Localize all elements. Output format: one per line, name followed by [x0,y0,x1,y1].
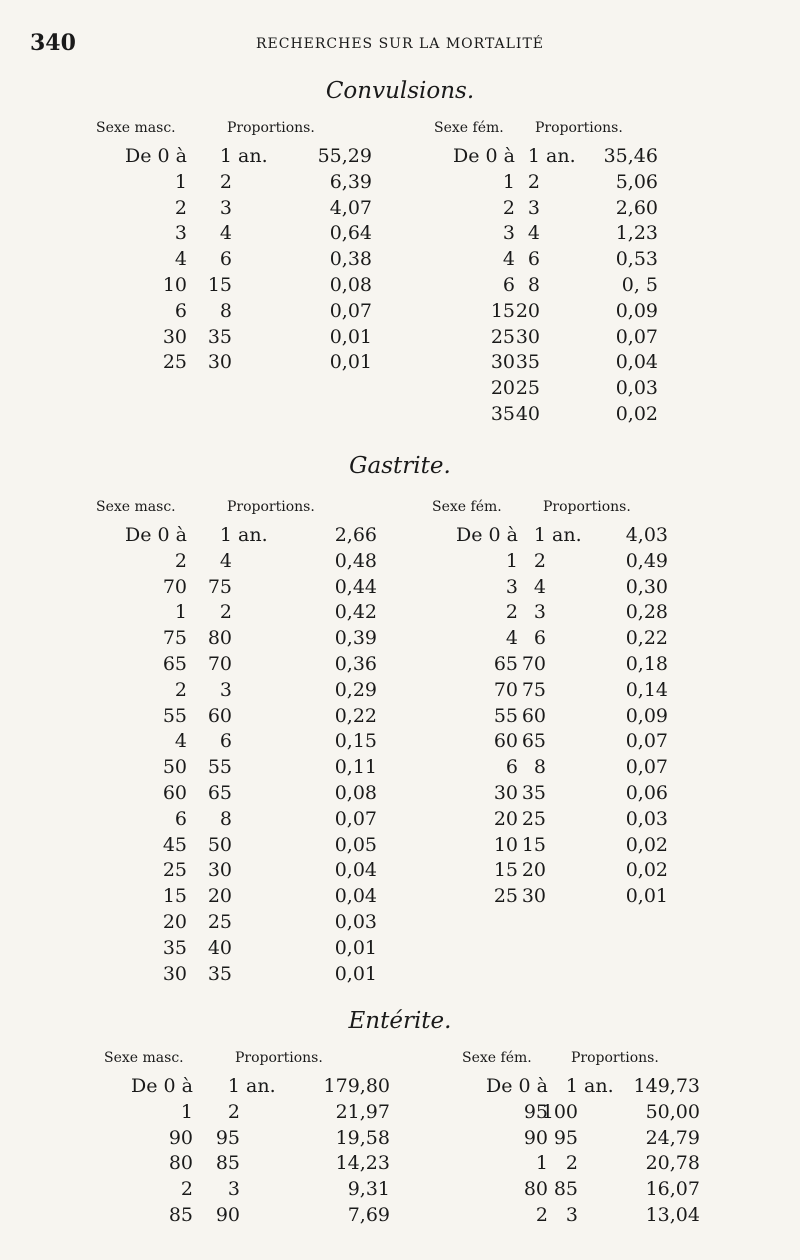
table-row [448,1177,710,1203]
age-to: 85 [553,1178,578,1201]
proportion-value: 2,66 [334,524,377,546]
proportion-value: 0,03 [625,807,668,830]
proportion-value: 0,05 [334,833,377,856]
table-row [418,652,678,678]
table-row [420,325,668,351]
age-from: 60 [162,781,187,804]
age-to: 3 [565,1203,578,1226]
table-row [420,144,668,170]
proportion-value: 0,11 [334,756,377,779]
table-row [418,807,678,833]
age-to: 90 [215,1203,240,1226]
age-from: De 0 à [125,145,187,167]
age-from: De 0 à [486,1075,548,1097]
age-to: 4 [219,222,232,245]
proportion-value: 0,09 [625,704,668,727]
age-to: 2 [219,601,232,624]
proportion-value: 0,18 [625,652,668,675]
right-sex-table [418,499,678,910]
proportion-value: 0,03 [334,910,377,933]
age-from: 6 [502,273,515,296]
table-row [448,1151,710,1177]
age-to: 75 [207,575,232,598]
table-row [82,273,382,299]
proportion-value: 0,08 [334,781,377,804]
age-from: 25 [162,859,187,882]
age-from: 1 [505,549,518,572]
age-from: 4 [174,248,187,271]
table-row [418,858,678,884]
age-to: 70 [207,652,232,675]
age-from: 50 [162,756,187,779]
proportion-value: 0,09 [615,299,658,322]
proportion-value: 5,06 [615,170,658,193]
age-to: 85 [215,1152,240,1175]
age-to: 1 [227,1075,240,1097]
age-from: 30 [162,325,187,348]
age-from: 6 [174,299,187,322]
proportion-value: 16,07 [645,1178,700,1201]
age-to: 100 [541,1100,578,1123]
table-row [90,1100,400,1126]
age-from: 75 [162,627,187,650]
table-header [418,499,678,523]
age-from: 15 [493,859,518,882]
table-row [82,170,382,196]
age-from: 45 [162,833,187,856]
table-row [418,523,678,549]
table-row [82,575,387,601]
age-from: De 0 à [131,1075,193,1097]
age-to: 8 [219,807,232,830]
sex-column-label: Sexe fém. [434,120,504,136]
table-row [82,678,387,704]
proportion-value: 0,02 [625,859,668,882]
age-to: 2 [533,549,546,572]
table-row [418,626,678,652]
proportion-value: 19,58 [335,1126,390,1149]
age-from: 1 [174,601,187,624]
table-header [420,120,668,144]
table-row [418,600,678,626]
age-from: 30 [493,781,518,804]
age-from: 25 [162,351,187,374]
table-header [90,1050,400,1074]
right-sex-table [420,120,668,428]
age-from: 6 [505,756,518,779]
table-row [420,196,668,222]
table-row [90,1177,400,1203]
table-row [420,273,668,299]
table-row [418,884,678,910]
table-row [82,910,387,936]
table-row [82,325,382,351]
age-to: 30 [207,351,232,374]
age-to: 6 [219,730,232,753]
age-from: 4 [505,627,518,650]
age-to: 20 [521,859,546,882]
age-to: 2 [565,1152,578,1175]
age-from: 1 [502,170,515,193]
age-from: De 0 à [456,524,518,546]
proportion-value: 0,49 [625,549,668,572]
left-sex-table [82,499,387,987]
table-row [418,549,678,575]
age-from: 20 [162,910,187,933]
table-row [420,247,668,273]
table-row [418,678,678,704]
sex-column-label: Sexe fém. [462,1050,532,1066]
table-row [82,144,382,170]
proportion-value: 0,22 [334,704,377,727]
age-from: 3 [174,222,187,245]
age-to: 2 [219,170,232,193]
proportion-value: 0,15 [334,730,377,753]
age-from: 2 [535,1203,548,1226]
proportion-value: 35,46 [603,145,658,167]
age-to: 80 [207,627,232,650]
age-to: 2 [227,1100,240,1123]
age-to: 8 [533,756,546,779]
proportion-value: 0,38 [329,248,372,271]
age-to: 3 [219,196,232,219]
section-title: Convulsions. [325,78,475,104]
age-from: 4 [174,730,187,753]
proportion-value: 0,07 [625,730,668,753]
table-row [82,833,387,859]
age-from: 3 [505,575,518,598]
page-header [30,30,770,62]
left-sex-table [82,120,382,376]
age-to: 4 [533,575,546,598]
table-row [448,1074,710,1100]
age-to: 65 [207,781,232,804]
age-from: 20 [493,807,518,830]
age-to: 25 [521,807,546,830]
age-from: 2 [174,678,187,701]
age-to: 30 [207,859,232,882]
unit-label: an. [552,524,582,546]
table-row [82,299,382,325]
age-to: 8 [219,299,232,322]
age-from: 55 [493,704,518,727]
age-to: 15 [521,833,546,856]
age-to: 75 [521,678,546,701]
age-from: 85 [168,1203,193,1226]
table-row [420,350,668,376]
proportion-value: 0,36 [334,652,377,675]
proportion-value: 1,23 [615,222,658,245]
age-from: 60 [493,730,518,753]
proportion-value: 50,00 [645,1100,700,1123]
table-row [418,704,678,730]
table-row [82,626,387,652]
proportion-value: 0,04 [334,885,377,908]
table-header [82,120,382,144]
age-to: 1 [565,1075,578,1097]
unit-label: an. [246,1075,276,1097]
table-row [418,729,678,755]
age-to: 35 [515,351,540,374]
table-header [448,1050,710,1074]
table-row [448,1203,710,1229]
right-sex-table [448,1050,710,1229]
age-from: 10 [493,833,518,856]
age-to: 55 [207,756,232,779]
age-to: 70 [521,652,546,675]
table-row [82,807,387,833]
age-to: 30 [515,325,540,348]
proportion-value: 0,04 [334,859,377,882]
table-row [82,729,387,755]
proportion-value: 0,44 [334,575,377,598]
proportion-value: 0,07 [625,756,668,779]
age-to: 3 [227,1178,240,1201]
section-title: Gastrite. [349,453,451,479]
age-to: 2 [527,170,540,193]
age-to: 30 [521,885,546,908]
unit-label: an. [238,524,268,546]
sex-column-label: Sexe fém. [432,499,502,515]
age-from: 2 [505,601,518,624]
age-from: 1 [174,170,187,193]
table-row [82,936,387,962]
age-from: 55 [162,704,187,727]
table-row [82,549,387,575]
proportion-value: 0,64 [329,222,372,245]
age-from: De 0 à [453,145,515,167]
age-from: 70 [162,575,187,598]
left-sex-table [90,1050,400,1229]
age-to: 3 [219,678,232,701]
age-to: 4 [219,549,232,572]
age-to: 1 [533,524,546,546]
proportion-value: 0,02 [615,402,658,425]
age-from: De 0 à [125,524,187,546]
sex-column-label: Sexe masc. [96,499,176,515]
proportion-value: 0,22 [625,627,668,650]
proportion-value: 0,01 [329,351,372,374]
age-from: 2 [174,549,187,572]
table-row [448,1126,710,1152]
age-to: 25 [515,377,540,400]
table-row [420,299,668,325]
table-row [82,704,387,730]
age-to: 3 [527,196,540,219]
proportion-value: 0,42 [334,601,377,624]
proportion-value: 9,31 [347,1178,390,1201]
proportion-value: 0,39 [334,627,377,650]
table-row [82,962,387,988]
proportion-value: 0,29 [334,678,377,701]
age-to: 4 [527,222,540,245]
table-row [418,575,678,601]
age-from: 65 [162,652,187,675]
age-to: 35 [207,962,232,985]
age-from: 70 [493,678,518,701]
age-to: 20 [207,885,232,908]
proportion-value: 0,48 [334,549,377,572]
proportion-value: 149,73 [633,1075,700,1097]
table-row [420,376,668,402]
table-row [82,755,387,781]
table-row [90,1074,400,1100]
table-row [418,781,678,807]
age-to: 60 [521,704,546,727]
unit-label: an. [546,145,576,167]
table-row [420,170,668,196]
age-to: 1 [219,524,232,546]
proportion-value: 21,97 [335,1100,390,1123]
age-to: 8 [527,273,540,296]
proportion-value: 14,23 [335,1152,390,1175]
proportion-value: 0,08 [329,273,372,296]
table-row [448,1100,710,1126]
age-from: 15 [490,299,515,322]
proportion-value: 0,01 [334,962,377,985]
proportions-column-label: Proportions. [535,120,623,136]
age-from: 6 [174,807,187,830]
unit-label: an. [584,1075,614,1097]
age-from: 30 [162,962,187,985]
age-to: 50 [207,833,232,856]
proportion-value: 55,29 [317,145,372,167]
age-from: 30 [490,351,515,374]
age-to: 35 [521,781,546,804]
proportion-value: 0,01 [625,885,668,908]
proportion-value: 0, 5 [621,273,658,296]
table-header [82,499,387,523]
age-from: 10 [162,273,187,296]
table-row [82,652,387,678]
proportion-value: 0,03 [615,377,658,400]
age-to: 40 [515,402,540,425]
age-from: 80 [523,1178,548,1201]
age-from: 20 [490,377,515,400]
age-to: 20 [515,299,540,322]
proportion-value: 2,60 [615,196,658,219]
age-to: 15 [207,273,232,296]
proportion-value: 0,06 [625,781,668,804]
table-row [90,1126,400,1152]
age-to: 6 [219,248,232,271]
age-from: 25 [490,325,515,348]
proportion-value: 0,01 [334,936,377,959]
table-row [82,781,387,807]
table-row [82,523,387,549]
age-to: 60 [207,704,232,727]
section-title: Entérite. [348,1008,452,1034]
table-row [82,600,387,626]
age-from: 35 [162,936,187,959]
age-from: 80 [168,1152,193,1175]
table-row [418,755,678,781]
table-row [82,221,382,247]
age-from: 1 [180,1100,193,1123]
proportion-value: 20,78 [645,1152,700,1175]
proportion-value: 0,53 [615,248,658,271]
proportion-value: 0,30 [625,575,668,598]
proportion-value: 0,07 [334,807,377,830]
table-row [82,858,387,884]
proportion-value: 6,39 [329,170,372,193]
age-from: 35 [490,402,515,425]
proportion-value: 0,07 [615,325,658,348]
proportions-column-label: Proportions. [571,1050,659,1066]
age-to: 65 [521,730,546,753]
age-to: 95 [215,1126,240,1149]
age-to: 6 [527,248,540,271]
proportion-value: 4,03 [625,524,668,546]
table-row [82,247,382,273]
age-to: 95 [553,1126,578,1149]
table-row [82,350,382,376]
proportion-value: 4,07 [329,196,372,219]
age-from: 1 [535,1152,548,1175]
age-to: 25 [207,910,232,933]
age-from: 2 [180,1178,193,1201]
proportion-value: 0,14 [625,678,668,701]
age-from: 2 [502,196,515,219]
proportion-value: 0,02 [625,833,668,856]
age-from: 2 [174,196,187,219]
proportions-column-label: Proportions. [227,499,315,515]
age-from: 90 [168,1126,193,1149]
unit-label: an. [238,145,268,167]
age-to: 35 [207,325,232,348]
proportion-value: 0,28 [625,601,668,624]
proportion-value: 0,07 [329,299,372,322]
age-to: 1 [527,145,540,167]
proportion-value: 13,04 [645,1203,700,1226]
proportion-value: 179,80 [323,1075,390,1097]
table-row [420,221,668,247]
age-from: 95 [523,1100,548,1123]
table-row [418,833,678,859]
proportion-value: 0,01 [329,325,372,348]
page-number: 340 [30,30,76,56]
age-to: 1 [219,145,232,167]
age-from: 65 [493,652,518,675]
age-from: 25 [493,885,518,908]
proportion-value: 0,04 [615,351,658,374]
table-row [82,196,382,222]
table-row [82,884,387,910]
sex-column-label: Sexe masc. [96,120,176,136]
table-row [420,402,668,428]
table-row [90,1203,400,1229]
age-from: 4 [502,248,515,271]
age-to: 40 [207,936,232,959]
proportion-value: 24,79 [645,1126,700,1149]
age-from: 90 [523,1126,548,1149]
sex-column-label: Sexe masc. [104,1050,184,1066]
age-to: 3 [533,601,546,624]
proportions-column-label: Proportions. [227,120,315,136]
table-row [90,1151,400,1177]
age-to: 6 [533,627,546,650]
proportions-column-label: Proportions. [543,499,631,515]
running-title: RECHERCHES SUR LA MORTALITÉ [255,36,545,52]
age-from: 15 [162,885,187,908]
proportions-column-label: Proportions. [235,1050,323,1066]
age-from: 3 [502,222,515,245]
proportion-value: 7,69 [347,1203,390,1226]
